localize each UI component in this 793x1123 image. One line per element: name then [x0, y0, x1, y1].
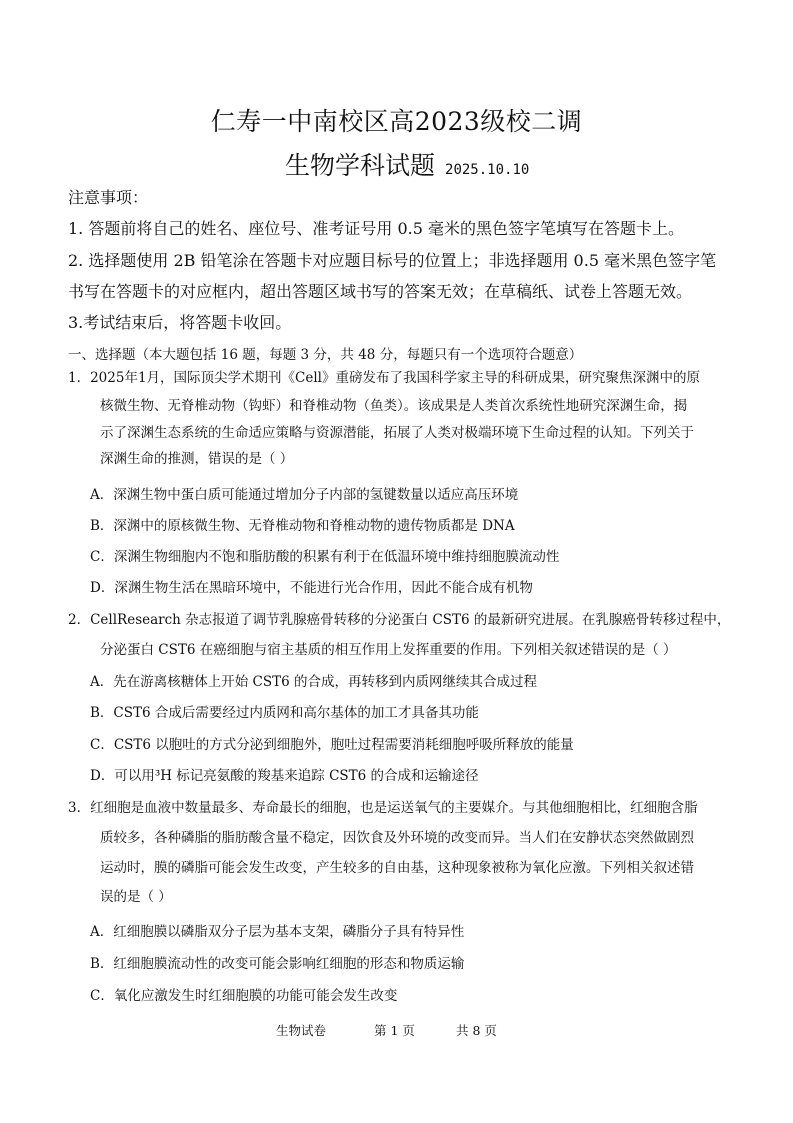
- question-line: 误的是（ ）: [100, 889, 172, 905]
- exam-date: 2025.10.10: [445, 162, 530, 178]
- notice-heading: 注意事项：: [68, 188, 149, 207]
- notice-item: 2. 选择题使用 2B 铅笔涂在答题卡对应题目标号的位置上；非选择题用 0.5 毫米黑色签字笔: [68, 251, 717, 270]
- answer-option: B．深渊中的原核微生物、无脊椎动物和脊椎动物的遗传物质都是 DNA: [90, 518, 515, 534]
- question-line: 核微生物、无脊椎动物（钩虾）和脊椎动物（鱼类）。该成果是人类首次系统性地研究深渊生命，揭: [100, 398, 688, 414]
- question-line: 示了深渊生态系统的生命适应策略与资源潜能，拓展了人类对极端环境下生命过程的认知。下列关于: [100, 425, 694, 441]
- notice-item: 3.考试结束后，将答题卡收回。: [68, 313, 292, 332]
- section-heading: 一、选择题（本大题包括 16 题，每题 3 分，共 48 分，每题只有一个选项符合题意）: [68, 347, 583, 363]
- question-line: 3．红细胞是血液中数量最多、寿命最长的细胞，也是运送氧气的主要媒介。与其他细胞相比，红细胞含脂: [68, 800, 698, 816]
- notice-item: 书写在答题卡的对应框内，超出答题区域书写的答案无效；在草稿纸、试卷上答题无效。: [68, 282, 693, 301]
- exam-subtitle: [285, 146, 529, 182]
- answer-option: D．可以用³H 标记亮氨酸的羧基来追踪 CST6 的合成和运输途径: [90, 768, 479, 784]
- answer-option: A．红细胞膜以磷脂双分子层为基本支架，磷脂分子具有特异性: [90, 924, 465, 940]
- answer-option: B．红细胞膜流动性的改变可能会影响红细胞的形态和物质运输: [90, 956, 465, 972]
- footer-page-number: 第 1 页: [374, 1023, 415, 1038]
- answer-option: B．CST6 合成后需要经过内质网和高尔基体的加工才具备其功能: [90, 705, 479, 721]
- answer-option: C．CST6 以胞吐的方式分泌到细胞外，胞吐过程需要消耗细胞呼吸所释放的能量: [90, 737, 574, 753]
- question-line: 质较多，各种磷脂的脂肪酸含量不稳定，因饮食及外环境的改变而异。当人们在安静状态突然做剧烈: [100, 830, 694, 846]
- question-line: 运动时，膜的磷脂可能会发生改变，产生较多的自由基，这种现象被称为氧化应激。下列相关叙述错: [100, 860, 694, 876]
- notice-item: 1. 答题前将自己的姓名、座位号、准考证号用 0.5 毫米的黑色签字笔填写在答题卡上。: [68, 219, 684, 238]
- answer-option: A．先在游离核糖体上开始 CST6 的合成，再转移到内质网继续其合成过程: [90, 674, 538, 690]
- footer-subject: 生物试卷: [276, 1023, 327, 1038]
- question-line: 深渊生命的推测，错误的是（ ）: [100, 451, 294, 467]
- question-line: 2．CellResearch 杂志报道了调节乳腺癌骨转移的分泌蛋白 CST6 的最新研究进展。在乳腺癌骨转移过程中，: [68, 612, 731, 628]
- answer-option: C．氧化应激发生时红细胞膜的功能可能会发生改变: [90, 988, 398, 1004]
- answer-option: D．深渊生物生活在黑暗环境中，不能进行光合作用，因此不能合成有机物: [90, 580, 533, 596]
- footer-page-total: 共 8 页: [456, 1023, 497, 1038]
- exam-title: 仁寿一中南校区高2023级校二调: [210, 107, 583, 136]
- answer-option: C．深渊生物细胞内不饱和脂肪酸的积累有利于在低温环境中维持细胞膜流动性: [90, 549, 560, 565]
- question-line: 分泌蛋白 CST6 在癌细胞与宿主基质的相互作用上发挥重要的作用。下列相关叙述错误的是（ ）: [100, 642, 677, 658]
- subject-title: 生物学科试题: [285, 151, 436, 180]
- question-line: 1．2025年1月，国际顶尖学术期刊《Cell》重磅发布了我国科学家主导的科研成果，研究聚焦深渊中的原: [68, 370, 700, 386]
- answer-option: A．深渊生物中蛋白质可能通过增加分子内部的氢键数量以适应高压环境: [90, 487, 519, 503]
